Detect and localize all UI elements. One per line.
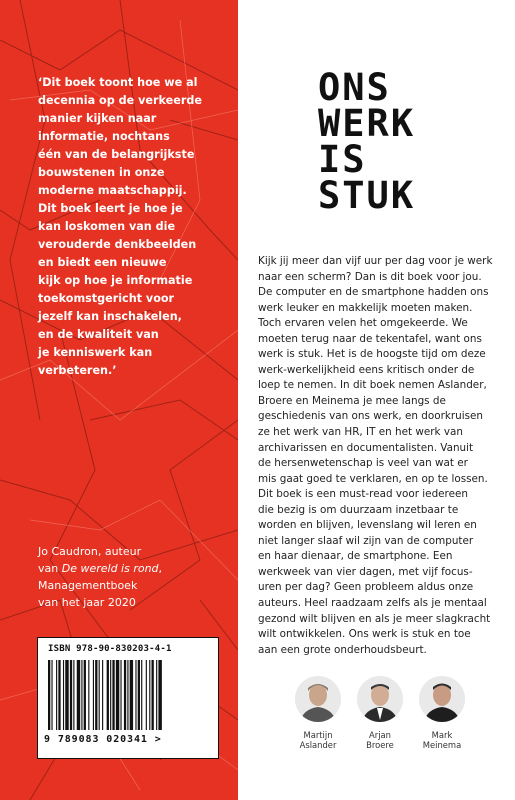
portrait-icon	[295, 676, 341, 722]
quote-attribution	[38, 543, 228, 611]
description-line: werk-werkelijkheid eens kritisch onder de	[258, 363, 475, 376]
quote-line: jezelf kan inschakelen,	[38, 310, 182, 323]
description-line: naar een scherm? Dan is dit boek voor jou.	[258, 270, 482, 283]
author-last-name: Aslander	[299, 740, 337, 750]
description-line: Broere en Meinema je mee langs de	[258, 394, 446, 407]
avatar	[295, 676, 341, 722]
barcode-bar	[127, 660, 128, 730]
author-first-name: Mark	[431, 730, 453, 740]
barcode-bar	[138, 660, 140, 730]
description-line: moeten terug naar de tekentafel, want ons	[258, 332, 482, 345]
barcode-bar	[102, 660, 103, 730]
barcode-bar	[152, 660, 154, 730]
description-line: Kijk jij meer dan vijf uur per dag voor je werk	[258, 255, 493, 267]
quote-line: moderne maatschappij.	[38, 184, 187, 197]
description-line: ze het werk van HR, IT en het werk van	[258, 426, 463, 439]
author-name	[414, 730, 470, 750]
description-line: gezond wilt blijven en als je meer slagkracht	[258, 612, 491, 625]
barcode-bar	[135, 660, 136, 730]
description-line: geschiedenis van ons werk, en doorkruisen	[258, 410, 484, 423]
author-broere	[352, 676, 408, 750]
barcode-bar	[99, 660, 100, 730]
description-line: mis gaat goed te verklaren, en op te lossen.	[258, 472, 488, 485]
attribution-book	[38, 560, 228, 577]
description-line: loep te nemen. In dit boek nemen Aslander,	[258, 379, 487, 392]
author-first-name: Arjan	[369, 730, 391, 740]
attribution-book-title: De wereld is rond	[61, 562, 159, 575]
author-last-name: Meinema	[422, 740, 462, 750]
barcode-bar	[88, 660, 89, 730]
quote-line: kan loskomen van die	[38, 220, 176, 233]
barcode-bar	[65, 660, 68, 730]
description-line: archivarissen en documentalisten. Vanuit	[258, 441, 474, 454]
barcode-bar	[158, 660, 161, 730]
description-line: Toch ervaren velen het omgekeerde. We	[258, 317, 468, 330]
barcode-bar	[84, 660, 86, 730]
attribution-award: Managementboek	[38, 579, 138, 592]
avatar	[357, 676, 403, 722]
barcode-bar	[63, 660, 64, 730]
title-line: WERK	[318, 102, 416, 145]
quote-line: je kenniswerk kan	[38, 346, 153, 359]
red-cracked-panel	[0, 0, 238, 800]
description-line: werk leuker en makkelijk moeten maken.	[258, 301, 473, 314]
barcode-bar	[95, 660, 97, 730]
barcode-bar	[73, 660, 74, 730]
description-line: die bezig is om duurzaam inzetbaar te	[258, 503, 459, 516]
portrait-icon	[357, 676, 403, 722]
author-meinema	[414, 676, 470, 750]
barcode-digits: 9 789083 020341 >	[44, 734, 162, 745]
barcode-bar	[48, 660, 50, 730]
quote-line: verouderde denkbeelden	[38, 238, 197, 251]
barcode-bar	[58, 660, 60, 730]
author-name	[290, 730, 346, 750]
barcode-bar	[70, 660, 72, 730]
barcode-bar	[116, 660, 119, 730]
isbn-label: ISBN 978-90-830203-4-1	[48, 644, 172, 654]
barcode-bar	[112, 660, 114, 730]
barcode-bar	[81, 660, 82, 730]
author-name	[352, 730, 408, 750]
quote-line: ‘Dit boek toont hoe we al	[38, 76, 198, 89]
description-line: wilt ontwikkelen. Ons werk is stuk en toe	[258, 628, 471, 641]
attribution-award-year: van het jaar 2020	[38, 596, 136, 609]
book-description	[258, 254, 500, 658]
quote-line: Dit boek leert je hoe je	[38, 202, 183, 215]
quote-line: verbeteren.’	[38, 364, 117, 377]
barcode-bar	[130, 660, 133, 730]
quote-line: manier kijken naar	[38, 112, 157, 125]
book-title	[318, 66, 478, 217]
description-line: Dit boek is een must-read voor iedereen	[258, 488, 468, 501]
barcode-bar	[156, 660, 157, 730]
attribution-suffix: ,	[158, 562, 163, 575]
quote-line: decennia op de verkeerde	[38, 94, 202, 107]
title-line: ONS	[318, 66, 391, 109]
attribution-prefix: van	[38, 562, 62, 575]
description-line: niet langer slaaf wil zijn van de computer	[258, 534, 474, 547]
description-line: werkweek van vier dagen, met vijf focus-	[258, 565, 473, 578]
attribution-author: Jo Caudron, auteur	[38, 545, 142, 558]
quote-line: toekomstgericht voor	[38, 292, 175, 305]
description-line: uren per dag? Geen probleem aldus onze	[258, 581, 474, 594]
description-line: de hersenwetenschap is veel van wat er	[258, 457, 468, 470]
quote-line: kijk op hoe je informatie	[38, 274, 193, 287]
barcode-bar	[120, 660, 121, 730]
quote-line: één van de belangrijkste	[38, 148, 195, 161]
barcode-bar	[51, 660, 52, 730]
white-text-panel	[238, 0, 515, 800]
author-photos	[290, 676, 470, 766]
review-quote	[38, 74, 228, 380]
barcode-bar	[146, 660, 147, 730]
author-last-name: Broere	[366, 740, 394, 750]
description-line: en haar dienaar, de smartphone. Een	[258, 550, 453, 563]
description-line: werk is stuk. Het is de hoogste tijd om deze	[258, 348, 486, 361]
title-line: IS	[318, 138, 367, 181]
barcode-bar	[107, 660, 109, 730]
description-line: De computer en de smartphone hadden ons	[258, 286, 489, 299]
author-first-name: Martijn	[303, 730, 333, 740]
portrait-icon	[419, 676, 465, 722]
title-line: STUK	[318, 174, 416, 217]
quote-line: en de kwaliteit van	[38, 328, 159, 341]
barcode-bar	[93, 660, 94, 730]
barcode-bar	[110, 660, 111, 730]
barcode-bar	[56, 660, 57, 730]
barcode-bar	[141, 660, 142, 730]
quote-line: bouwstenen in onze	[38, 166, 165, 179]
barcode-bar	[124, 660, 126, 730]
description-line: aan een grote onderhoudsbeurt.	[258, 643, 427, 656]
quote-line: informatie, nochtans	[38, 130, 170, 143]
description-line: auteurs. Heel raadzaam zelfs als je mentaal	[258, 597, 487, 610]
quote-line: en biedt een nieuwe	[38, 256, 167, 269]
description-line: worden en blijven, levenslang wil leren en	[258, 519, 477, 532]
barcode-bar	[77, 660, 80, 730]
barcode-bars	[48, 660, 208, 730]
avatar	[419, 676, 465, 722]
barcode-bar	[149, 660, 150, 730]
author-aslander	[290, 676, 346, 750]
isbn-barcode	[37, 637, 219, 759]
